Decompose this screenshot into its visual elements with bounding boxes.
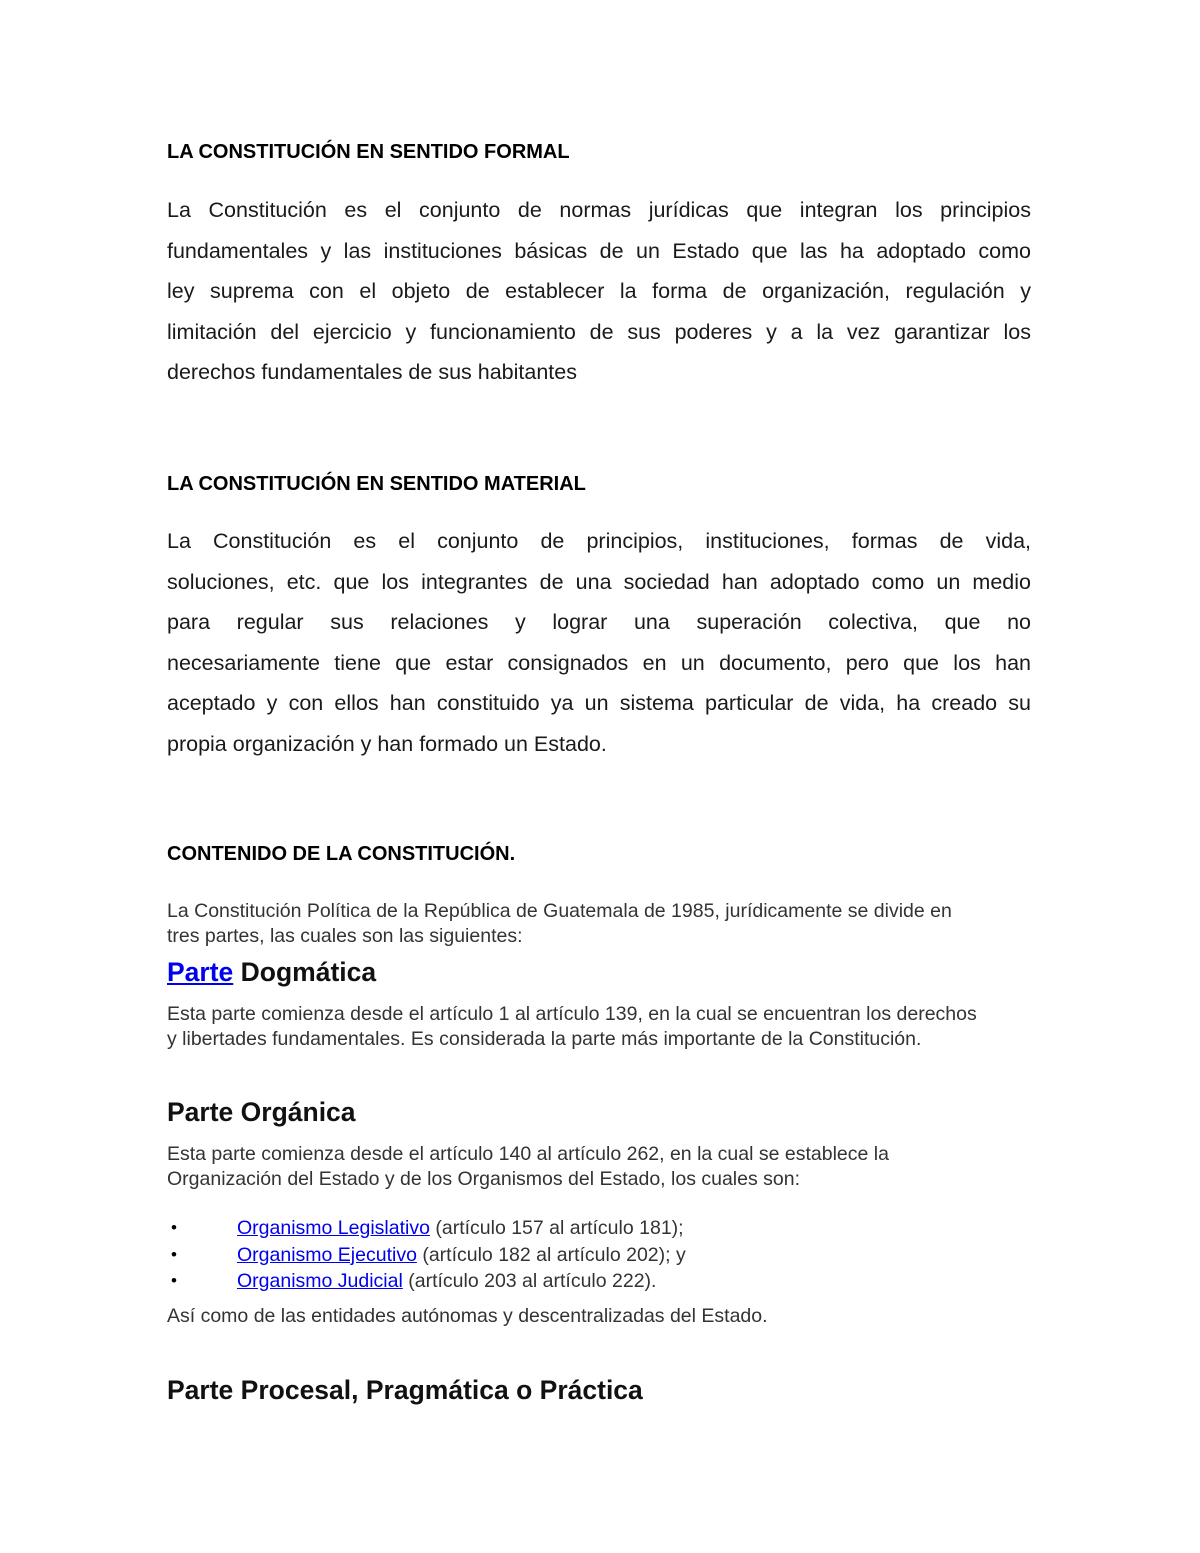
paragraph-line: para regular sus relaciones y lograr una superación colectiva, que no xyxy=(167,610,1031,635)
organismos-list xyxy=(167,1215,1031,1295)
paragraph-line: derechos fundamentales de sus habitantes xyxy=(167,360,577,385)
list-item xyxy=(167,1242,1031,1269)
paragraph-line: fundamentales y las instituciones básicas de un Estado que las ha adoptado como xyxy=(167,238,1031,263)
list-item-detail: (artículo 157 al artículo 181); xyxy=(429,1217,684,1239)
paragraph-line: necesariamente tiene que estar consignados en un documento, pero que los han xyxy=(167,650,1031,675)
paragraph-line: soluciones, etc. que los integrantes de una sociedad han adoptado como un medio xyxy=(167,569,1031,594)
heading-parte-procesal: Parte Procesal, Pragmática o Práctica xyxy=(167,1375,643,1405)
paragraph-line: aceptado y con ellos han constituido ya un sistema particular de vida, ha creado su xyxy=(167,691,1031,716)
list-item-detail: (artículo 203 al artículo 222). xyxy=(402,1270,657,1293)
paragraph-line: La Constitución es el conjunto de normas jurídicas que integran los principios xyxy=(167,198,1031,222)
list-item xyxy=(167,1268,1031,1295)
paragraph-line: Organización del Estado y de los Organismos del Estado, los cuales son: xyxy=(167,1167,801,1190)
bullet-icon: • xyxy=(171,1271,177,1291)
list-item-text xyxy=(237,1215,684,1242)
paragraph-line: limitación del ejercicio y funcionamiento de sus poderes y a la vez garantizar los xyxy=(167,319,1031,344)
paragraph-organica-closing: Así como de las entidades autónomas y descentralizadas del Estado. xyxy=(167,1305,768,1327)
organismo-judicial-link[interactable]: Organismo Judicial xyxy=(237,1270,403,1293)
heading-text: Dogmática xyxy=(233,957,377,987)
heading-parte-organica: Parte Orgánica xyxy=(167,1097,356,1127)
paragraph-sentido-formal xyxy=(167,190,1031,393)
bullet-icon: • xyxy=(171,1218,177,1237)
list-item-detail: (artículo 182 al artículo 202); y xyxy=(416,1243,686,1266)
paragraph-line: La Constitución es el conjunto de principios, instituciones, formas de vida, xyxy=(167,529,1031,553)
paragraph-sentido-material xyxy=(167,521,1031,765)
list-item-text xyxy=(237,1242,686,1269)
heading-sentido-formal: LA CONSTITUCIÓN EN SENTIDO FORMAL xyxy=(167,141,570,163)
paragraph-organica xyxy=(167,1142,1031,1191)
heading-parte-dogmatica xyxy=(167,957,376,988)
heading-sentido-material: LA CONSTITUCIÓN EN SENTIDO MATERIAL xyxy=(167,473,586,495)
list-item xyxy=(167,1215,1031,1242)
bullet-icon: • xyxy=(171,1244,177,1264)
paragraph-contenido-intro xyxy=(167,899,1031,948)
list-item-text xyxy=(237,1268,656,1295)
paragraph-line: Esta parte comienza desde el artículo 1 al artículo 139, en la cual se encuentran los derechos xyxy=(167,1003,977,1025)
paragraph-line: Esta parte comienza desde el artículo 140 al artículo 262, en la cual se establece la xyxy=(167,1143,889,1165)
organismo-legislativo-link[interactable]: Organismo Legislativo xyxy=(237,1217,430,1239)
parte-link[interactable]: Parte xyxy=(167,957,234,987)
paragraph-line: tres partes, las cuales son las siguientes: xyxy=(167,924,523,947)
paragraph-line: propia organización y han formado un Estado. xyxy=(167,731,607,756)
organismo-ejecutivo-link[interactable]: Organismo Ejecutivo xyxy=(237,1243,417,1266)
paragraph-line: ley suprema con el objeto de establecer la forma de organización, regulación y xyxy=(167,279,1031,304)
paragraph-dogmatica xyxy=(167,1002,1031,1051)
paragraph-line: La Constitución Política de la República de Guatemala de 1985, jurídicamente se divide en xyxy=(167,900,952,922)
paragraph-line: y libertades fundamentales. Es considerada la parte más importante de la Constitución. xyxy=(167,1027,922,1050)
heading-contenido: CONTENIDO DE LA CONSTITUCIÓN. xyxy=(167,843,516,865)
